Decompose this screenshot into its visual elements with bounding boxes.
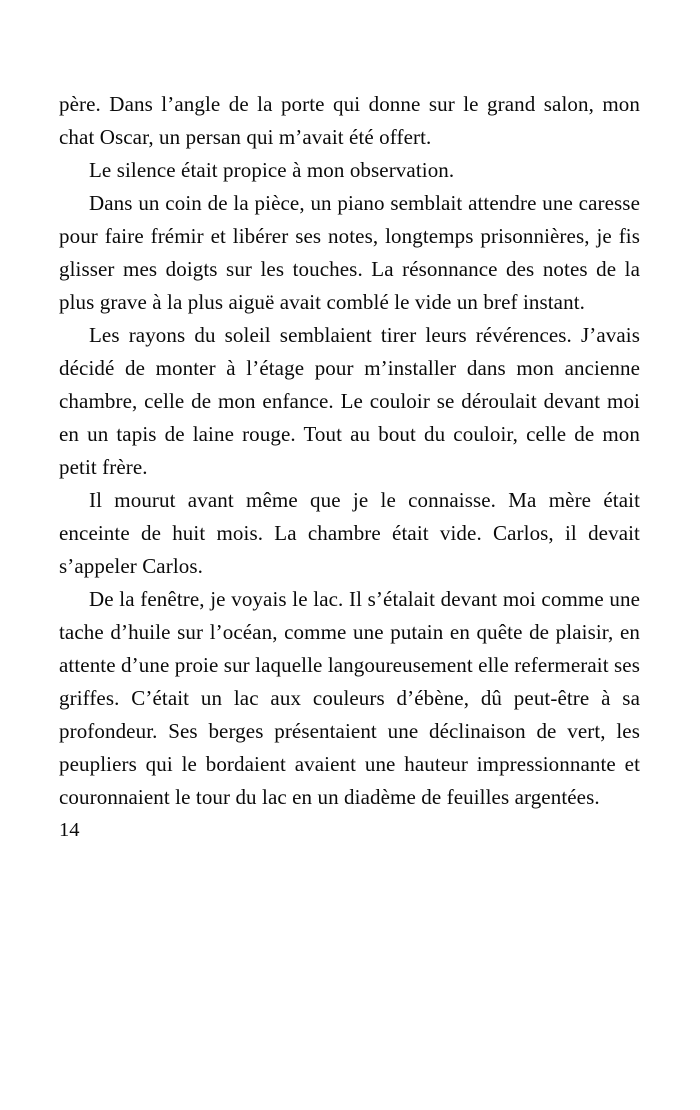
paragraph: Les rayons du soleil semblaient tirer leurs révérences. J’avais décidé de monter à l’étage pour m’installer dans mon ancienne chambre, celle de mon enfance. Le couloir se déroulait devant moi en un tapis de laine rouge. Tout au bout du couloir, celle de mon petit frère. <box>59 323 640 479</box>
paragraph: père. Dans l’angle de la porte qui donne sur le grand salon, mon chat Oscar, un persan qui m’avait été offert. <box>59 92 640 149</box>
text-block <box>59 88 640 814</box>
paragraph: De la fenêtre, je voyais le lac. Il s’étalait devant moi comme une tache d’huile sur l’océan, comme une putain en quête de plaisir, en attente d’une proie sur laquelle langoureusement elle refermerait ses griffes. C’était un lac aux couleurs d’ébène, dû peut-être à sa profondeur. Ses berges présentaient une déclinaison de vert, les peupliers qui le bordaient avaient une hauteur impressionnante et couronnaient le tour du lac en un diadème de feuilles argentées. <box>59 587 640 809</box>
paragraph: Il mourut avant même que je le connaisse. Ma mère était enceinte de huit mois. La chambre était vide. Carlos, il devait s’appeler Carlos. <box>59 488 640 578</box>
paragraph: Dans un coin de la pièce, un piano semblait attendre une caresse pour faire frémir et libérer ses notes, longtemps prisonnières, je fis glisser mes doigts sur les touches. La résonnance des notes de la plus grave à la plus aiguë avait comblé le vide un bref instant. <box>59 191 640 314</box>
page-number: 14 <box>59 819 80 841</box>
paragraph: Le silence était propice à mon observation. <box>89 158 455 182</box>
